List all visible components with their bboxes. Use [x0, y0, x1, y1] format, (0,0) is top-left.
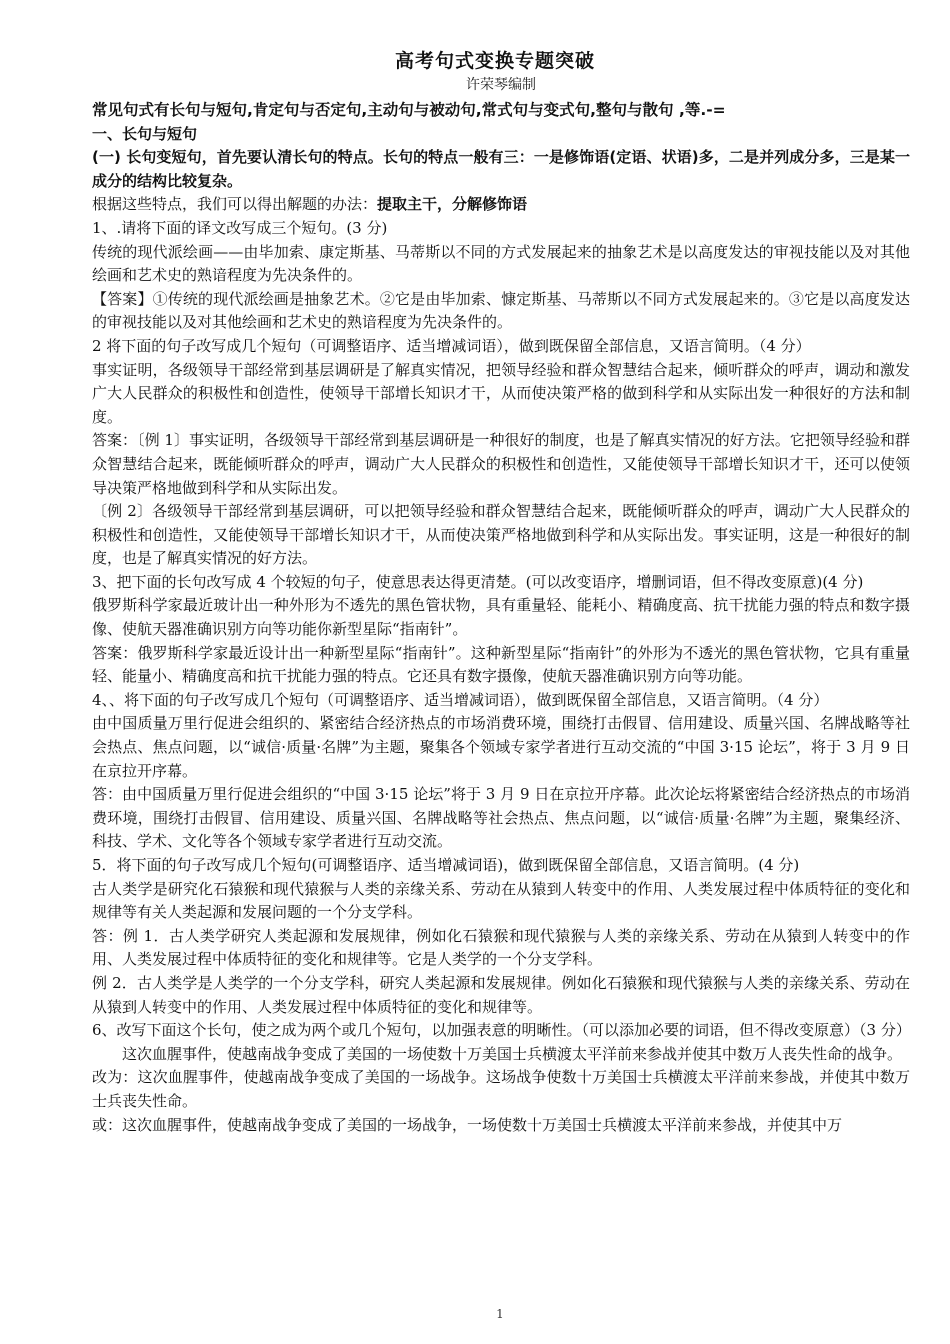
method-paragraph [92, 193, 910, 217]
intro-paragraph: 常见句式有长句与短句,肯定句与否定句,主动句与被动句,常式句与变式句,整句与散句 ,等.-= [92, 101, 726, 119]
answer-2-example-1: 答案：〔例 1〕事实证明，各级领导干部经常到基层调研是一种很好的制度，也是了解真实情况的好方法。它把领导经验和群众智慧结合起来，既能倾听群众的呼声，调动广大人民群众的积极性和创造性，又能使领导干部增长知识才干，还可以使领导决策严格地做到科学和从实际出发。 [92, 431, 910, 497]
question-1-text: 传统的现代派绘画——由毕加索、康定斯基、马蒂斯以不同的方式发展起来的抽象艺术是以高度发达的审视技能以及对其他绘画和艺术史的熟谙程度为先决条件的。 [92, 242, 910, 285]
page-number: 1 [496, 1307, 504, 1321]
answer-6-option-2: 或：这次血腥事件，使越南战争变成了美国的一场战争，一场使数十万美国士兵横渡太平洋前来参战，并使其中万 [92, 1115, 843, 1134]
answer-6-option-1: 改为：这次血腥事件，使越南战争变成了美国的一场战争。这场战争使数十万美国士兵横渡太平洋前来参战，并使其中数万士兵丧失性命。 [92, 1068, 910, 1110]
document-body [92, 99, 910, 1137]
question-6-text: 这次血腥事件，使越南战争变成了美国的一场使数十万美国士兵横渡太平洋前来参战并使其中数万人丧失性命的战争。 [122, 1044, 903, 1063]
answer-5-example-2: 例 2．古人类学是人类学的一个分支学科，研究人类起源和发展规律。例如化石猿猴和现代猿猴与人类的亲缘关系、劳动在从猿到人转变中的作用、人类发展过程中体质特征的变化和规律等。 [92, 973, 910, 1016]
subsection-paragraph: (一) 长句变短句，首先要认清长句的特点。长句的特点一般有三：一是修饰语(定语、状语)多，二是并列成分多，三是某一成分的结构比较复杂。 [92, 148, 910, 190]
answer-2-example-2: 〔例 2〕各级领导干部经常到基层调研，可以把领导经验和群众智慧结合起来，既能倾听群众的呼声，调动广大人民群众的积极性和创造性，又能使领导干部增长知识才干，从而使决策严格地做到科学和从实际出发。事实证明，这是一种很好的制度，也是了解真实情况的好方法。 [92, 502, 910, 568]
question-5-text: 古人类学是研究化石猿猴和现代猿猴与人类的亲缘关系、劳动在从猿到人转变中的作用、人类发展过程中体质特征的变化和规律等有关人类起源和发展问题的一个分支学科。 [92, 879, 910, 922]
answer-3: 答案：俄罗斯科学家最近设计出一种新型星际“指南针”。这种新型星际“指南针”的外形为不透光的黑色管状物，它具有重量轻、能量小、精确度高和抗干扰能力强的特点。它还具有数字摄像，使航天器准确识别方向等功能。 [92, 643, 910, 686]
question-3-text: 俄罗斯科学家最近玻计出一种外形为不透先的黑色管状物，具有重量轻、能耗小、精确度高、抗干扰能力强的特点和数字摄像、使航天器准确识别方向等功能你新型星际“指南针”。 [92, 596, 910, 639]
answer-1: 【答案】①传统的现代派绘画是抽象艺术。②它是由毕加索、慷定斯基、马蒂斯以不同方式发展起来的。③它是以高度发达的审视技能以及对其他绘画和艺术史的熟谙程度为先决条件的。 [92, 289, 910, 332]
method-prefix: 根据这些特点，我们可以得出解题的办法： [92, 195, 378, 214]
method-bold: 提取主干，分解修饰语 [377, 195, 528, 214]
question-2: 2 将下面的句子改写成几个短句（可调整语序、适当增减词语），做到既保留全部信息，又语言简明。（4 分） [92, 336, 811, 355]
question-4: 4、、将下面的句子改写成几个短句（可调整语序、适当增减词语），做到既保留全部信息，又语言简明。（4 分） [92, 690, 829, 709]
document-title: 高考句式变换专题突破 [394, 50, 595, 72]
question-1: 1、.请将下面的译文改写成三个短句。(3 分) [92, 218, 388, 237]
question-3: 3、把下面的长句改写成 4 个较短的句子，使意思表达得更清楚。(可以改变语序，增删词语，但不得改变原意)(4 分) [92, 572, 864, 591]
question-5: 5．将下面的句子改写成几个短句(可调整语序、适当增减词语)，做到既保留全部信息，又语言简明。(4 分) [92, 856, 800, 874]
section-heading: 一、长句与短句 [92, 124, 198, 143]
question-6: 6、改写下面这个长句，使之成为两个或几个短句，以加强表意的明晰性。（可以添加必要的词语，但不得改变原意）（3 分） [92, 1021, 911, 1040]
question-2-text: 事实证明，各级领导干部经常到基层调研是了解真实情况，把领导经验和群众智慧结合起来，倾听群众的呼声，调动和激发广大人民群众的积极性和创造性，使领导干部增长知识才干，从而使决策严格的做到科学和从实际出发一种很好的方法和制度。 [92, 360, 910, 426]
answer-5-example-1: 答：例 1．古人类学研究人类起源和发展规律，例如化石猿猴和现代猿猴与人类的亲缘关系、劳动在从猿到人转变中的作用、人类发展过程中体质特征的变化和规律等。它是人类学的一个分支学科。 [92, 926, 910, 969]
author-line: 许荣琴编制 [466, 77, 536, 93]
question-4-text: 由中国质量万里行促进会组织的、紧密结合经济热点的市场消费环境，围绕打击假冒、信用建设、质量兴国、名牌战略等社会热点、焦点问题，以“诚信·质量·名牌”为主题，聚集各个领域专家学者进行互动交流的“中国 3·15 论坛”，将于 3 月 9 日在京拉开序幕。 [92, 714, 910, 780]
answer-4: 答：由中国质量万里行促进会组织的“中国 3·15 论坛”将于 3 月 9 日在京拉开序幕。此次论坛将紧密结合经济热点的市场消费环境，围绕打击假冒、信用建设、质量兴国、名牌战略等社会热点、焦点问题，以“诚信·质量·名牌”为主题，聚集经济、科技、学术、文化等各个领域专家学者进行互动交流。 [92, 785, 910, 851]
